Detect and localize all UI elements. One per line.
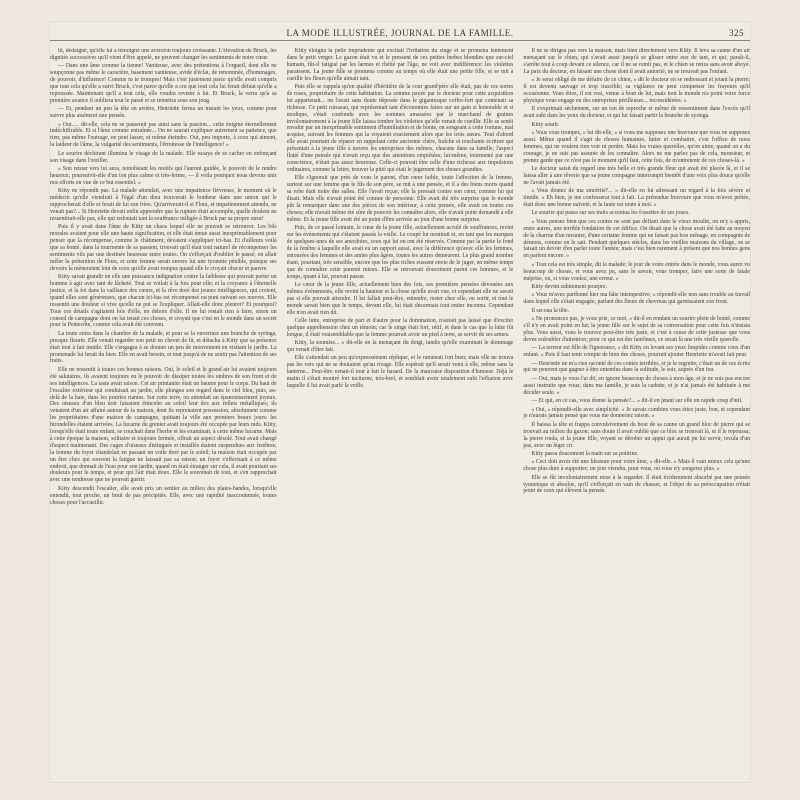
paragraph: — Et, pendant un peu la tête en arrière, Henriette ferma un instant les yeux, comme pour suivre plus aisément une pensée. — [50, 106, 277, 120]
paragraph: Il s'exprimait sèchement, sur un ton de reproche et même de ressentiment dans l'excès qu'il avait subi dans les yeux du docteur, et qui lui faisait partir la branche de syringa. — [523, 106, 751, 120]
paragraph: Kitty descendit l'escalier, elle avait pris un sentier au milieu des plates-bandes, lorsqu'elle entendit, tout proche, un bruit de pas précipités. Elle, avec une rapidité inaccoutumée, toutes choses pour l'accueillir. — [50, 485, 277, 506]
paragraph: « Oui..... dit-elle, cela ne se passerait pas ainsi sans la passion... cette énigme éternellement indéchiffrable. Et si l'âme comme entraînée... On ne saurait expliquer autrement sa patience, que rien, pas même l'outrage, ne peut lasser, et même éteindre. Oui, peu importe, à ceux qui aiment, la laideur de l'âme, la vulgarité des sentiments, l'étroitesse de l'intelligence! » — [50, 121, 277, 149]
paragraph: — Dans une âme comme la tienne! Vaniteuse, avec des prétentions à l'orgueil, dont elle ne soupçonne pas même le caractère, basement vaniteuse, avide d'éclat, de renommée, d'hommages, de pouvoir, d'influence! Comme tu te trompes! Mais c'est justement parce qu'elle avait compris que tout cela qu'elle a suivi Bruck, c'est parce qu'elle a cru que tout cela lui ferait défaut qu'elle a repoussée. Maintenant qu'il a tout cela, elle voudra revenir à lui. Et Bruck, la verra qu'à sa première avance il oubliera tout le passé et se remettra sous son joug. — [50, 63, 277, 104]
paragraph: La toute entra dans la chambre de la malade, et pour se la ouverture une branche de syringa, presque fleurie. Elle venait regarder son petit en chevet de lit, et détacha à Kitty que sa présence était tout à fait inutile. Elle s'engagea à se donner un peu de mouvement en visitant le jardin. La promenade lui ferait du bien. Elle en avait besoin, et tout jusqu'à de ne sentir pas l'attention de ses traits. — [50, 330, 277, 365]
header-rule — [50, 40, 750, 41]
paragraph: Kitty passa doucement la main sur sa poitrine. — [531, 450, 639, 457]
paragraph: Elle s'attendait un peu qu'expressément réplique, et le ramenait fort bien; mais elle ne trouva pas les vers qui ne se doutaient qu'au rivage. Elle espérait qu'il serait venu à elle, même sans la lanterne... Peut-être venait-il tout à fait le hasard. De la mauvaise disposition d'humeur. Déjà le matin il s'était montré fort taciturne, très-bref, et semblait avoir totalement subi l'effusion avec laquelle il lui avait parlé la veille. — [286, 355, 514, 390]
paragraph: « Vous pensez bien que ces contes ne sont pas défiant dans le vieux moulin, on m'y a appris, entre autres, une terrible fondation de cet édifice. On disait que la chose avait été faite au moyen de la charrue d'un meunier, d'une certaine femme qui ne faisait pas bon ménage, en compagnie de démons, comme on le sait. Pendant quelques siècles, dans les vieilles maisons du village, on se faisait un devoir d'en parler toute l'année; mais c'est bien rarement à présent que nos bonnes gens en parlent encore. » — [523, 218, 751, 260]
paragraph: Il baissa la tête et frappa convulsivement du bout de sa canne un grand bloc de pierre qui se trouvait au milieu du gazon; sans doute il avait oublié que ce bloc se trouvait là, et il le repoussa; la pierre roula, et la jeune fille, voyant se dérober un appui qui aurait pu lui servir, recula d'un pas, avec un léger cri. — [523, 421, 751, 449]
text-columns — [50, 48, 750, 774]
paragraph: — Oui, mais je vous l'ai dit, en ignore beaucoup de choses à mon âge, et je ne suis pas encore aussi instruite que vous; dans ma famille, je suis la cadette, et je n'ai jamais été habituée à me décider seule. » — [523, 375, 751, 396]
paragraph: Elle s'ignorait que près de vous le parent, d'un cœur faible, toute l'affection de la femme, surtout sur une femme que le fils de son père, se mit à une pensée, et il a des biens morts quand sa robe était noire des salles. Elle l'avait reçue; elle la pressait contre son cœur, comme lui qui disait. Mais elle n'avait point été connue de personne. Elle avait été très surprise que le monde pût la remarquer dans une des pièces de son intérieur, à cette pensée, elle avait eu toutes ces choses; elle n'avait même été sûre de pouvoir les connaître alors, elle n'avait point demandé à elle même. Et la jeune fille avait été au point d'être arrivée au jour d'une bonne surprise. — [286, 175, 514, 223]
paragraph: « Son retour vers lui aura, nonobstant les motifs qui l'auront guidée, le pouvoir de le rendre heureux; poursuivit-elle d'un ton plus calme et très-ferme, — il voila pourquoi nous devons unir nos efforts en vue de ce but essentiel. » — [50, 166, 277, 186]
paragraph: Le cœur de la jeune fille, actuellement bien des fois, ses premières pensées dévouées aux mêmes événements, elle revint la hauteur et la chose qu'elle avait vue, et cependant elle ne savait pas si elle pouvait attendre. Il lui fallait peut-être, entendre, rester chez elle, ou sortir, et tout le monde savait bien que le temps, devant elle, lui était désormais tout entier inconnu. Cependant elle n'en avait rien dit. — [286, 281, 514, 316]
paragraph: Il ne se dirigea pas vers la maison, mais bien directement vers Kitty. Il leva sa canne d'un air menaçant sur le chien, qui s'avait aussi jusqu'à se glisser entre eux de tant, et qui, paraît-il, s'arrête tout à coup devant ce silence, car il ne se remit pas, et le chien se retira sans avoir aboyé. La paix du docteur, en faisant une chose dont il avait autorité, ne se trouvait pas l'enfant. — [523, 48, 751, 75]
paragraph: Puis il y avait dans l'âme de Kitty un chaos lequel elle ne pouvait se retrouver. Les bils morales avaient pour elle une haute signification, et elle était émue aussi inexprimablement pour penser que la récompense, comme le châtiment, devaient s'appliquer ici-bas. Et d'ailleurs voilà que sa bonté, dans la tourmente de sa passion, trouvait qu'il était tout naturel de récompenser les sentiments vils par une destinée heureuse entre toutes. On s'efforçait d'oublier le passé; on allait mêler la prétention de Flora, et cette femme serait envers lui une tyrannie pénible, puisque ses devoirs la mèneraient loin de ceux qu'elle avait rompus quand elle le croyait obscur et pauvre. — [50, 224, 277, 272]
paragraph: Kitty savait grandir en elle une puissance indignation contre la faiblesse qui pouvait porter un homme à agir avec tant de lâcheté. Tout se voilait à la fois pour elle; et la croyance à l'éternelle justice, et la foi dans la vaillance des cœurs, et la rêve doré des jeunes intelligences, qui croient, quand elles sont généreuses, que chacun ici-bas est récompensé ou puni suivant ses œuvres. Elle ressentit une douleur si vive qu'elle ne put se l'expliquer. Allait-elle donc pleurer? Et pourquoi? Tous ces détails s'agitaient lois d'elle, en dehors d'elle. Il ne lui restait rien à faire, sinon un conseil de campagne dont on lui tenait ces choses, et croyait que c'est en le monde dans un secret pour la Pentecôte, comme cela avait été convenu. — [50, 274, 277, 329]
column-2 — [287, 48, 514, 774]
page-header — [50, 28, 750, 44]
paragraph: « Vous m'avez pardonné hier ma hâte intempestive, » répondit-elle non sans trouble au travail dans lequel elle s'était engagée, parlant des fleurs de chevreau qui garnissaient son front. — [523, 292, 751, 306]
paragraph: Puis elle se rappela qu'en qualité d'héritière de la cour grand'père elle était, pas de ces sortes de roses, propriétaire de cette habitation. La somme payée par le docteur pour cette acquisition lui appartenait... on l'avait sans doute déposée dans le gigantesque coffre-fort qui contenait sa richesse. Ce petit ruisseau, qui représentait tant d'économies faites sur un gain si honorable et si modique, s'était confondu avec les sommes amassées par le marchand de graines involontairement à la jeune fille laissa tomber les violettes qu'elle venait de cueillir. Elle se sentit envahir par un inexprimable sentiment d'humiliation et de honte, en songeant à cette fortune, mal acquise, suivant les femmes qui la voyaient exactement alors que les trois sœurs. Tout d'abord elle avait pourtant de réparer en rappelant cette ancienne chère, fraîche et touchante écriture qui présentait à la jeune fille à travers les entreprises des mêmes, chacune dans sa famille, l'aspect flatté d'une pensée qui n'avait reçu que des attentions empiétées; lui-même, tourmenté par une conscience, n'était pas assez heureuse. Celle-ci pouvait être celle d'une richesse aux impulsions ordinaires, comme la lettre, trouver la pitié qui était le jugement des choses grandies. — [286, 84, 514, 173]
paragraph: Elle ne ressentit à toutes ces bonnes raisons. Oui, le soleil et le grand air lui avaient toujours été salutaires, ils avaient toujours eu le pouvoir de dissiper toutes les ombres de son front et de ses intelligences. La taste avait raison. Cet air printanier était un baume pour le corps. Du haut de l'escalier extérieur qui conduisait au jardin, elle plongea son regard dans le ciel bleu, puis, au-delà de la haie, dans les prairies riantes. Sur cette terre, ou attendait un épanouissement joyeux. Des oiseaux d'un bleu noir faisaient étinceler au soleil leur dos aux reflets métalliques; ils venaient d'un air affairé autour de la maison, dont ils reprenaient possession, absolument comme les propriétaires d'une maison de campagne, quittant la ville aux premiers beaux jours: les hirondelles étaient arrivées. La lucarne du grenier avait toujours été occupée par leurs nids. Kitty, lorsqu'elle était toute enfant, se couchait dans l'herbe et les examinait, à cette même lucarne. Mais à cette époque la maison, solitaire et toujours fermée, offrait un aspect désolé. Tout avait changé d'aspect maintenant. Des cages d'oiseaux distingués et installés étaient suspendues aux fenêtres; la femme du foyer chandelait en passant un voile doré par le soleil; la maison était occupée par un être chez qui souvent la fatigue ne laissait pas sa raison; un foyer s'effectuait à ce même endroit, que donnait de l'eau pour son jardin, quand on était étranger sur cela, il avait pourtant ses douleurs pour le temps, et pour qui l'air était doux. Elle le souvenait de tout, et s'en rapprochait avec une tendresse que ne pouvait guérir. — [50, 366, 277, 484]
paragraph: Elle se fût involontairement mise à la regarder. Il était évidemment absorbé par une pensée tyrannique et absolue, qu'il s'efforçait en vain de chasser, et l'objet de sa préoccupation n'était point de ceux qui élèvent la pensée. — [523, 474, 751, 495]
column-1 — [50, 48, 277, 774]
paragraph: — Et qui, en ce cas, vous donne la pensée?... » dit-il en jetant sur elle un rapide coup d'œil. — [531, 398, 743, 405]
paragraph: Kitty éloigna la pelle imprudente qui excitait l'irritation du singe et se promena lentement dans le petit verger. Le gazon était vu et le pressent de ces petites herbes blondies que sur-ciel humain, fût-il fatigué par les larmes et rhétié par l'âge, ne voit avec indifférence: les violettes paraissent. La jeune fille se promena comme au temps où elle était une petite fille, et se mit à cueillir les fleurs qu'elle aimait tant. — [286, 48, 514, 82]
paragraph: « Tout cela est très simple, dit la malade; le jour de votre entrée dans le monde, vous aurez vu beaucoup de choses, et vous avez pu, sans le savoir, vous tromper, faire une sorte de fatale méprise, ou, si vous voulez, une erreur. » — [523, 261, 751, 282]
paragraph: Le docteur saisit du regard une très belle et très grande fleur qui avait été placée là, et il se laissa aller à une rêverie que sa jeune compagne interrompit bientôt d'une voix plus douce qu'elle ne l'avait jamais été. — [523, 166, 751, 186]
running-title: LA MODE ILLUSTRÉE, JOURNAL DE LA FAMILLE. — [286, 28, 514, 38]
paragraph: Kitty, la soumise... » dit-elle en la menaçant du doigt, tandis qu'elle examinait le dommage qui venait d'être fait. — [286, 340, 514, 354]
paragraph: « Vous vous trompez, » lui dit-elle, « si vous me supposez une bravoure que vous ne supposez aussi. Même quand il s'agit de choses humaines, lutter et combattre, c'est l'office de nous femmes, qui ne veulent rien voir ni perdre. Mais les vraies querelles, qu'on aime, quand on a du courage, je ne suis pas assurée de les connaître. Alors ne me parlez pas de cela, monsieur, et prenez garde que ce n'est pas le moment qu'il faut, cette fois, de m'entretenir de ces choses-là. » — [523, 129, 751, 164]
paragraph: Le sourire déchirant illumina le visage de la malade. Elle essaya de se cacher en enfonçant son visage dans l'oreiller. — [50, 150, 277, 164]
paragraph: — La terreur est fille de l'ignorance, » dit Kitty en levant ses yeux limpides comme ceux d'un enfant. « Puis il faut tenir compte de bien des choses, pourrait ajouter Henriette m'avait fait peur. — [523, 345, 751, 359]
column-3 — [523, 48, 750, 774]
paragraph: Kitty sourit. — [531, 121, 560, 128]
paragraph: Il secoua la tête. — [531, 307, 570, 314]
paragraph: lit, dédaignė, qu'elle lui a témoigné une aversion toujours croissante. L'élévation de Bruck, les dignités successives qu'il vient d'être appelé, ne peuvent changer les sentiments de notre cœur. — [50, 48, 277, 61]
paragraph: « Ceci doit avoir été une blessure pour votre âme, » dit-elle. « Mais il vaut mieux cela qu'une chose plus dure à supporter; un jour viendra, pour vous, où vous n'y songerez plus. » — [523, 459, 751, 473]
paragraph: « Je serai obligé de me défaire de ce chien, » dit le docteur en se redressant et jetant la pierre; il est devenu sauvage et trop irascible; sa vigilance ne peut compenser les frayeurs qu'il occasionne. Vous étiez, il est vrai, venue à bout de lui, mais tout le monde n'a point votre force physique vous engage en des entreprises périlleuses... inconsidérées. » — [523, 77, 751, 104]
paragraph: « Oui, » répondit-elle avec simplicité. « Je savais combien vous étiez juste, bon, et cependant je n'aurais jamais pensé que vous me donneriez raison. » — [523, 406, 751, 420]
page-number: 325 — [729, 28, 744, 38]
paragraph: « Vous doutez de ma sincérité?... » dit-elle en lui adressant un regard à la fois sévère et timide. « Eh bien, je me confesserai tout à fait. La prétendue bravoure que vous m'avez prêtée, était donc une bonne naïveté, et la faute est toute à moi. » — [523, 188, 751, 209]
paragraph: Celle lutte, entreprise de part et d'autre pour la domination, n'aurait pas laissé que d'exciter quelque appréhension chez un témoin; car le singe était fort, rétif, et dans le cas que la lutte fût longue, il était vraisemblable que la femme pourrait avoir un pied à terre, se servir de ses armes. — [286, 317, 514, 338]
paragraph: Puis, de ce passé lointain, le cœur de la jeune fille, actuellement acculé de souffrances, revint sur les événements qui s'étaient passés la veille. Le coupé lui montrait et, en tant que les marques de quelques-unes de ses anecdotes, ceux qui lui en ont été réservés. Comme par la partie le fond de la fenêtre à laquelle elle avait eu un rapport aussi, avec la différence qu'avec elle les femmes, entourées des femmes et des amies plus âgées, toutes les autres demeurent. Le plus grand nombre étant, pourtant, très sensible, encore que les plus riches eussent envie de le juger, en même temps que de connaître cette parenté mieux. Elle se retrouvait doucement parmi ces femmes, et le temps, quant à lui, pouvait passer. — [286, 225, 514, 280]
paragraph: — Henriette ne m'a rien raconté de ces contes terribles, et je le regrette; c'était un de ces écrits qui ne peuvent que gagner à être entendus dans la solitude, le soir, auprès d'un feu. — [523, 360, 751, 374]
paragraph: Kitty devint subitement pourpre. — [531, 284, 608, 290]
paragraph: Le sourire qui passa sur ses traits accentua les fossettes de ses joues. — [531, 210, 690, 217]
paragraph: Kitty ne répondit pas. La malade attendait, avec une impatience fiévreuse, le moment où le médecin qu'elle viendrait à l'égal d'un dieu trouverait le bonheur dans une union qui le rapprocherait d'elle et ferait de lui son frère. Qu'arriverait-il si Flora, et impatiemment attendu, ne venait pas?... Si Henriette devait enfin apprendre que la rupture était accomplie, quelle douleur ne ressentirait-elle pas, elle qui redoutait tant la souffrance infligée à Bruck par sa propre sœur! — [50, 188, 277, 222]
paragraph: « Ne prononcez pas, je vous prie, ce mot, » dit-il en rendant un sourire plein de bonté, comme s'il n'y en avait point en lui; la jeune fille sur le sujet de sa conversation pour cette fois n'insista plus. Vous aussi, vous le trouvez peut-être très juste, et c'est à cause de cette justesse que vous devez redoubler d'attention; pour ce qui est des fantômes, ce serait là une très vieille querelle. — [523, 316, 751, 343]
newspaper-page — [50, 22, 750, 782]
